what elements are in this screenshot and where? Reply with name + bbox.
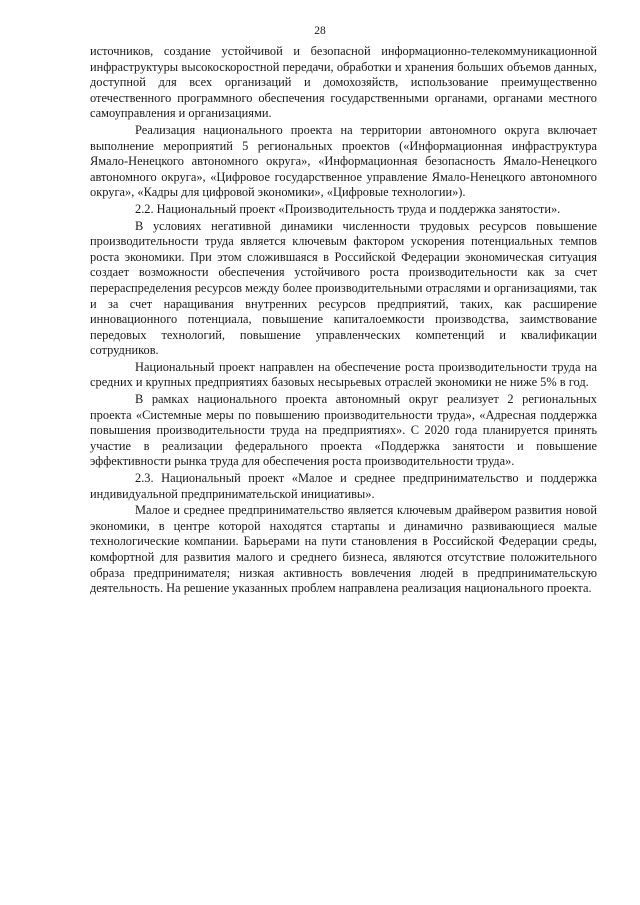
document-body [90,44,597,597]
page-number: 28 [314,25,326,37]
section-heading-2-3: 2.3. Национальный проект «Малое и среднее предпринимательство и поддержка индивидуальной предпринимательской инициативы». [90,471,597,501]
section-heading-2-2: 2.2. Национальный проект «Производительность труда и поддержка занятости». [135,201,561,216]
paragraph-project-goal: Национальный проект направлен на обеспечение роста производительности труда на средних и крупных предприятиях базовых несырьевых отраслей экономики не ниже 5% в год. [90,359,597,390]
paragraph-digital-regional-projects: Реализация национального проекта на территории автономного округа включает выполнение мероприятий 5 региональных проектов («Информационная инфраструктура Ямало-Ненецкого автономного округа», «Информационная безопасность Ямало-Ненецкого автономного округа», «Цифровое государственное управление Ямало-Ненецкого автономного округа», «Кадры для цифровой экономики», «Цифровые технологии»). [90,122,597,200]
paragraph-labor-productivity: В условиях негативной динамики численности трудовых ресурсов повышение производительности труда является ключевым фактором ускорения потенциальных темпов роста экономики. При этом сложившаяся в Российской Федерации экономическая ситуация создает возможности обеспечения устойчивого роста производительности как за счет перераспределения ресурсов между более производительными отраслями и организациями, так и за счет наращивания внутренних ресурсов предприятий, таких, как расширение инновационного потенциала, повышение капиталоемкости производства, заимствование передовых технологий, повышение управленческих компетенций и квалификации сотрудников. [90,218,597,358]
paragraph-small-business: Малое и среднее предпринимательство является ключевым драйвером развития новой экономики, в центре которой находятся стартапы и динамично развивающиеся малые технологические компании. Барьерами на пути становления в Российской Федерации среды, комфортной для развития малого и среднего бизнеса, являются отсутствие положительного образа предпринимателя; низкая активность вовлечения людей в предпринимательскую деятельность. На решение указанных проблем направлена реализация национального проекта. [90,503,597,596]
paragraph-digital-economy-tail: источников, создание устойчивой и безопасной информационно-телекоммуникационной инфраструктуры высокоскоростной передачи, обработки и хранения больших объемов данных, доступной для всех организаций и домохозяйств, использование преимущественно отечественного программного обеспечения государственными органами, органами местного самоуправления и организациями. [90,44,597,121]
paragraph-labor-regional-projects: В рамках национального проекта автономный округ реализует 2 региональных проекта «Системные меры по повышению производительности труда», «Адресная поддержка повышения производительности труда на предприятиях». С 2020 года планируется принять участие в реализации федерального проекта «Поддержка занятости и повышение эффективности рынка труда для обеспечения роста производительности труда». [90,392,597,469]
